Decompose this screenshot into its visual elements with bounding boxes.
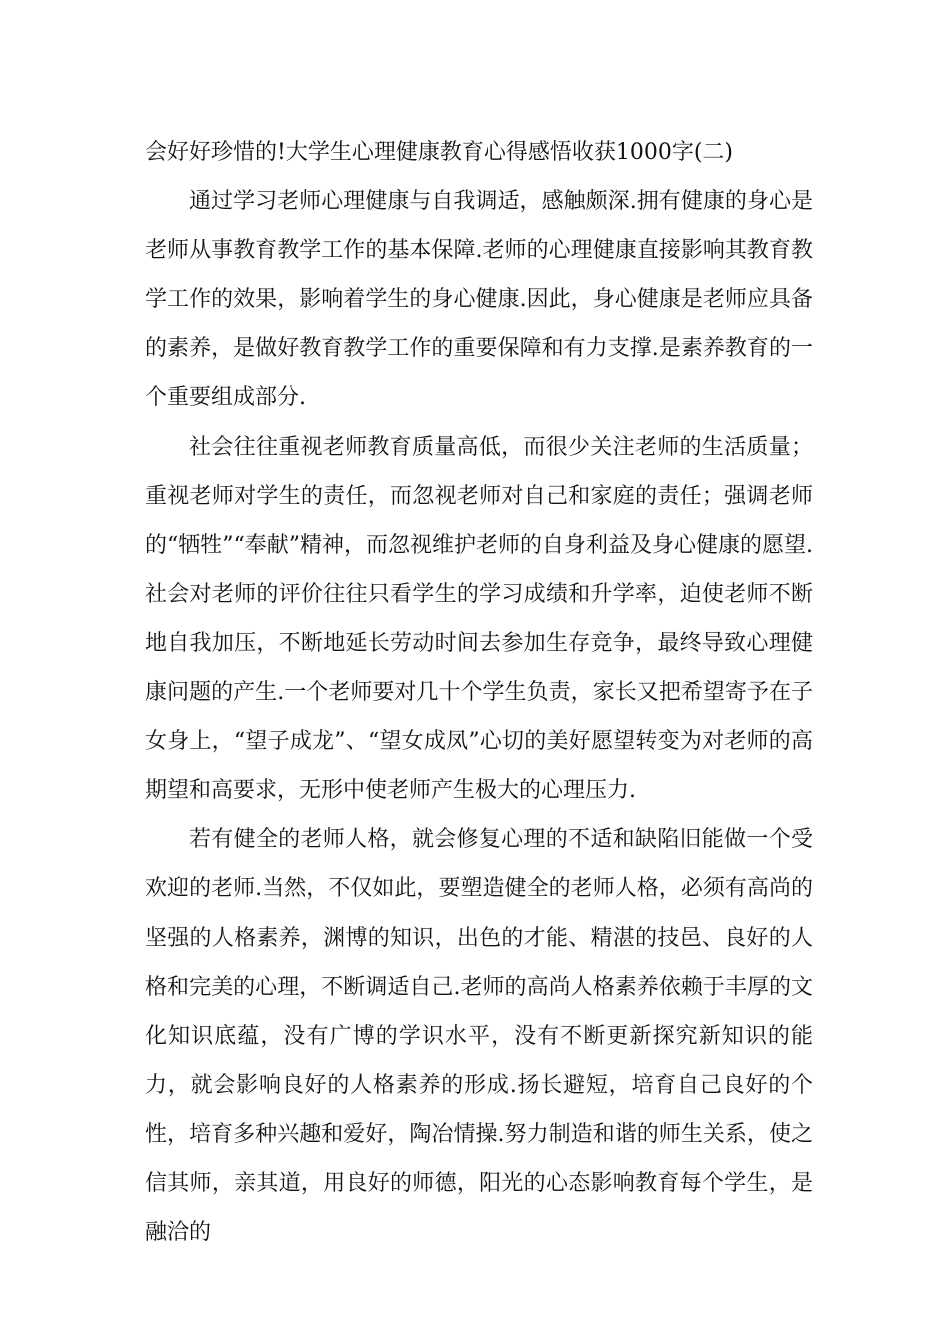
paragraph-2: 社会往往重视老师教育质量高低，而很少关注老师的生活质量；重视老师对学生的责任，而忽视老师对自己和家庭的责任；强调老师的“牺牲”“奉献”精神，而忽视维护老师的自身利益及身心健康的愿望.社会对老师的评价往往只看学生的学习成绩和升学率，迫使老师不断地自我加压，不断地延长劳动时间去参加生存竞争，最终导致心理健康问题的产生.一个老师要对几十个学生负责，家长又把希望寄予在子女身上，“望子成龙”、“望女成凤”心切的美好愿望转变为对老师的高期望和高要求，无形中使老师产生极大的心理压力. (145, 434, 813, 804)
paragraph-1: 通过学习老师心理健康与自我调适，感触颇深.拥有健康的身心是老师从事教育教学工作的基本保障.老师的心理健康直接影响其教育教学工作的效果，影响着学生的身心健康.因此，身心健康是老师应具备的素养，是做好教育教学工作的重要保障和有力支撑.是素养教育的一个重要组成部分. (145, 189, 813, 411)
paragraph-3: 若有健全的老师人格，就会修复心理的不适和缺陷旧能做一个受欢迎的老师.当然，不仅如此，要塑造健全的老师人格，必须有高尚的坚强的人格素养，渊博的知识，出色的才能、精湛的技邑、良好的人格和完美的心理，不断调适自己.老师的高尚人格素养依赖于丰厚的文化知识底蕴，没有广博的学识水平，没有不断更新探究新知识的能力，就会影响良好的人格素养的形成.扬长避短，培育自己良好的个性，培育多种兴趣和爱好，陶冶情操.努力制造和谐的师生关系，使之信其师，亲其道，用良好的师德，阳光的心态影响教育每个学生，是融洽的 (145, 827, 813, 1246)
heading-line: 会好好珍惜的!大学生心理健康教育心得感悟收获1000字(二) (145, 140, 733, 165)
document-body (145, 128, 813, 1257)
